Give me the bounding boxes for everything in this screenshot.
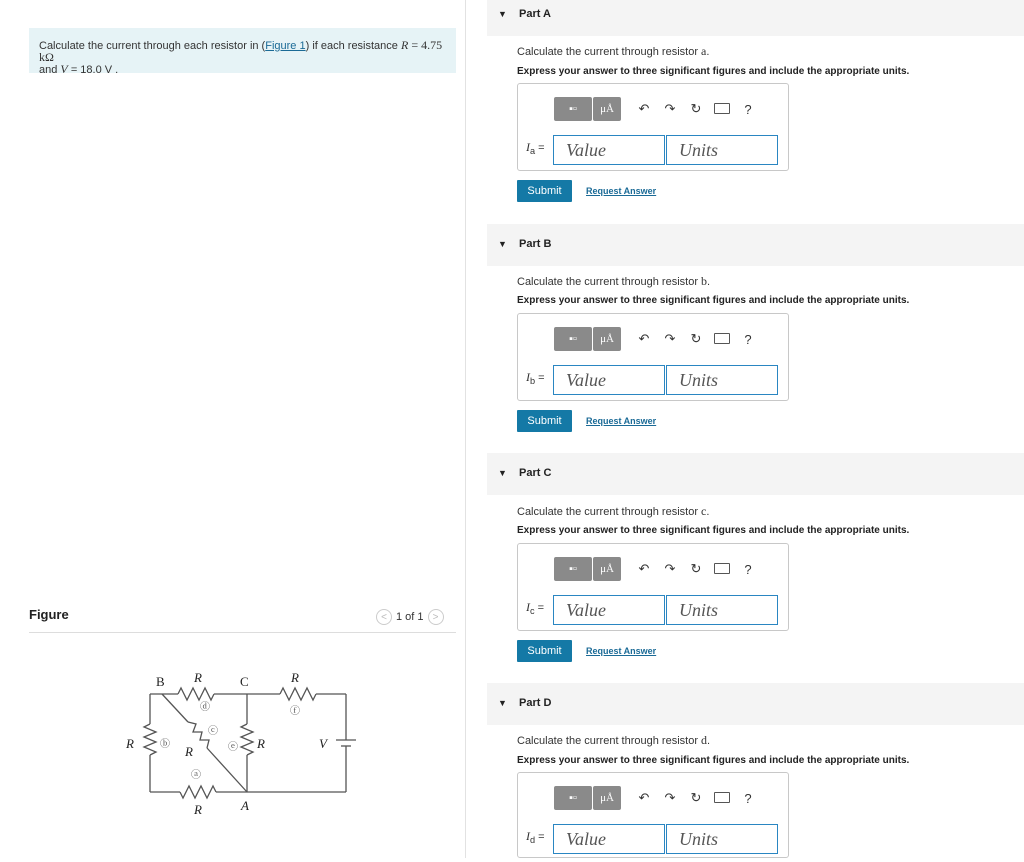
next-figure-button[interactable]: > <box>428 609 444 625</box>
node-label-a: A <box>241 798 249 813</box>
voltage-value: = 18.0 V . <box>70 64 119 76</box>
help-icon[interactable]: ? <box>744 790 752 806</box>
request-answer-link[interactable]: Request Answer <box>586 646 657 656</box>
units-input[interactable]: Units <box>666 824 778 854</box>
undo-icon[interactable]: ↶ <box>638 561 650 576</box>
part-d-header[interactable] <box>487 683 1024 725</box>
templates-button[interactable]: ▪▫ <box>554 557 592 581</box>
units-button[interactable]: μÅ <box>593 327 621 351</box>
figure-title: Figure <box>29 607 69 622</box>
problem-panel <box>0 0 466 862</box>
panel-divider <box>465 0 466 858</box>
resistor-label-a: R <box>194 802 202 817</box>
part-b-header[interactable] <box>487 224 1024 266</box>
resistor-label-c: R <box>185 744 193 759</box>
part-d-answer-box <box>517 772 789 858</box>
request-answer-link[interactable]: Request Answer <box>586 416 657 426</box>
collapse-caret-icon[interactable]: ▼ <box>498 468 507 478</box>
templates-button[interactable]: ▪▫ <box>554 327 592 351</box>
help-icon[interactable]: ? <box>744 331 752 347</box>
units-button[interactable]: μÅ <box>593 786 621 810</box>
submit-button[interactable]: Submit <box>517 410 572 432</box>
circle-label-b: ⓑ <box>160 739 170 750</box>
units-input[interactable]: Units <box>666 365 778 395</box>
redo-icon[interactable]: ↷ <box>664 790 676 805</box>
keyboard-icon[interactable] <box>709 562 735 577</box>
resistor-label-f: R <box>291 670 299 685</box>
submit-button[interactable]: Submit <box>517 640 572 662</box>
part-d-instruction: Express your answer to three significant figures and include the appropriate units. <box>517 755 910 766</box>
math-toolbar <box>554 327 761 351</box>
figure-divider <box>29 632 456 633</box>
redo-icon[interactable]: ↷ <box>664 101 676 116</box>
parts-panel <box>487 0 1024 862</box>
collapse-caret-icon[interactable]: ▼ <box>498 239 507 249</box>
part-c-instruction: Express your answer to three significant figures and include the appropriate units. <box>517 525 910 536</box>
submit-button[interactable]: Submit <box>517 180 572 202</box>
templates-button[interactable]: ▪▫ <box>554 97 592 121</box>
part-c-question: Calculate the current through resistor c. <box>517 504 710 518</box>
undo-icon[interactable]: ↶ <box>638 790 650 805</box>
part-b-title: Part B <box>519 238 552 250</box>
circle-label-d: ⓓ <box>200 702 210 713</box>
part-b-instruction: Express your answer to three significant figures and include the appropriate units. <box>517 295 910 306</box>
math-toolbar <box>554 557 761 581</box>
part-a-header[interactable] <box>487 0 1024 36</box>
part-d-question: Calculate the current through resistor d. <box>517 733 711 747</box>
units-button[interactable]: μÅ <box>593 557 621 581</box>
circle-label-c: ⓒ <box>208 726 218 737</box>
part-a-title: Part A <box>519 8 551 20</box>
answer-symbol: $I_b$ = <box>526 370 545 387</box>
part-c-header[interactable] <box>487 453 1024 495</box>
battery-label: V <box>319 736 327 751</box>
answer-symbol: $I_d$ = <box>526 829 545 846</box>
value-input[interactable]: Value <box>553 595 665 625</box>
resistor-label-e: R <box>257 736 265 751</box>
help-icon[interactable]: ? <box>744 561 752 577</box>
units-button[interactable]: μÅ <box>593 97 621 121</box>
part-a-answer-box <box>517 83 789 171</box>
part-b-question: Calculate the current through resistor b. <box>517 274 711 288</box>
answer-symbol: $I_c$ = <box>526 600 545 617</box>
answer-symbol: $I_a$ = <box>526 140 545 157</box>
part-b-answer-box <box>517 313 789 401</box>
request-answer-link[interactable]: Request Answer <box>586 186 657 196</box>
reset-icon[interactable]: ↻ <box>690 101 702 116</box>
circuit-diagram <box>110 660 370 820</box>
value-input[interactable]: Value <box>553 135 665 165</box>
reset-icon[interactable]: ↻ <box>690 790 702 805</box>
part-c-title: Part C <box>519 467 552 479</box>
help-icon[interactable]: ? <box>744 101 752 117</box>
keyboard-icon[interactable] <box>709 102 735 117</box>
part-d-title: Part D <box>519 697 552 709</box>
node-label-b: B <box>156 674 165 689</box>
problem-statement <box>29 28 456 76</box>
node-label-c: C <box>240 674 249 689</box>
templates-button[interactable]: ▪▫ <box>554 786 592 810</box>
value-input[interactable]: Value <box>553 824 665 854</box>
resistance-value: = 4.75 kΩ <box>39 38 443 64</box>
collapse-caret-icon[interactable]: ▼ <box>498 698 507 708</box>
value-input[interactable]: Value <box>553 365 665 395</box>
circle-label-e: ⓔ <box>228 742 238 753</box>
math-toolbar <box>554 786 761 810</box>
circle-label-a: ⓐ <box>191 770 201 781</box>
undo-icon[interactable]: ↶ <box>638 101 650 116</box>
redo-icon[interactable]: ↷ <box>664 561 676 576</box>
problem-text-and: and <box>39 64 61 76</box>
problem-text-mid: ) if each resistance <box>305 40 401 52</box>
figure-link[interactable]: Figure 1 <box>265 40 306 52</box>
resistance-symbol: R <box>400 38 409 52</box>
reset-icon[interactable]: ↻ <box>690 561 702 576</box>
problem-text: Calculate the current through each resistor in ( <box>39 40 266 52</box>
keyboard-icon[interactable] <box>709 791 735 806</box>
redo-icon[interactable]: ↷ <box>664 331 676 346</box>
undo-icon[interactable]: ↶ <box>638 331 650 346</box>
circle-label-f: ⓕ <box>290 706 300 717</box>
voltage-symbol: V <box>60 62 68 76</box>
part-c-answer-box <box>517 543 789 631</box>
figure-pager <box>376 608 444 626</box>
units-input[interactable]: Units <box>666 595 778 625</box>
units-input[interactable]: Units <box>666 135 778 165</box>
collapse-caret-icon[interactable]: ▼ <box>498 9 507 19</box>
reset-icon[interactable]: ↻ <box>690 331 702 346</box>
keyboard-icon[interactable] <box>709 332 735 347</box>
math-toolbar <box>554 97 761 121</box>
part-a-instruction: Express your answer to three significant figures and include the appropriate units. <box>517 66 910 77</box>
prev-figure-button[interactable]: < <box>376 609 392 625</box>
resistor-label-b: R <box>126 736 134 751</box>
figure-page-count: 1 of 1 <box>396 611 424 623</box>
part-a-question: Calculate the current through resistor a. <box>517 44 710 58</box>
resistor-label-d: R <box>194 670 202 685</box>
